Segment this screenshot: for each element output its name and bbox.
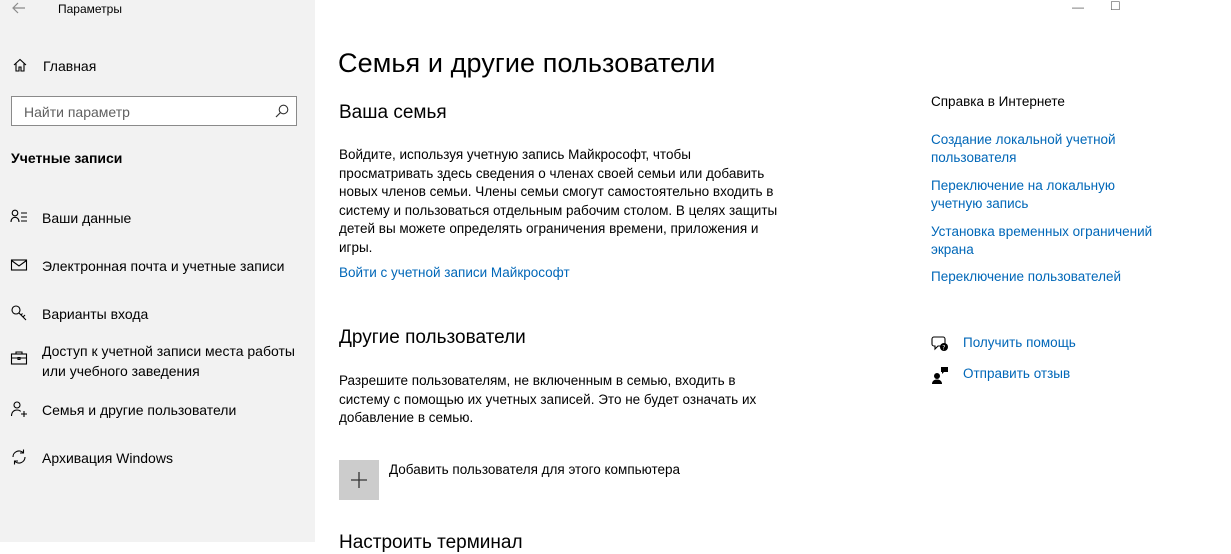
text-line: добавление в семью. (339, 410, 474, 425)
sidebar-item-family[interactable] (0, 398, 315, 438)
minimize-button[interactable]: — (1072, 0, 1084, 14)
add-user-button[interactable] (339, 460, 759, 500)
sync-icon (10, 448, 28, 466)
help-title: Справка в Интернете (931, 94, 1065, 109)
section-title: Учетные записи (11, 150, 123, 166)
link-line: Переключение пользователей (931, 269, 1122, 284)
key-icon (10, 304, 28, 322)
maximize-button[interactable]: ☐ (1110, 0, 1121, 13)
sidebar-item-sign-in-options[interactable] (0, 302, 315, 342)
text-line: новых членов семьи. Члены семьи смогут самостоятельно входить в (339, 184, 774, 199)
plus-tile[interactable] (339, 460, 379, 500)
sidebar-item-home[interactable] (0, 52, 315, 80)
sign-in-microsoft-link[interactable]: Войти с учетной записи Майкрософт (339, 265, 570, 280)
text-line: игры. (339, 239, 373, 255)
family-heading: Ваша семья (339, 102, 447, 123)
help-link-switch-users[interactable] (931, 268, 1231, 286)
text-line: просматривать здесь сведения о членах своей семьи или добавить (339, 165, 765, 181)
link-line: экрана (931, 242, 974, 257)
sidebar-item-label: Главная (43, 58, 97, 74)
page-title: Семья и другие пользователи (338, 48, 716, 78)
sidebar (0, 0, 315, 542)
other-users-description (339, 372, 794, 428)
sidebar-item-your-info[interactable] (0, 206, 315, 246)
text-line: Разрешите пользователям, не включенным в семью, входить в (339, 373, 736, 388)
sidebar-item-label: Варианты входа (42, 306, 149, 322)
svg-text:?: ? (942, 344, 946, 352)
home-icon (12, 57, 28, 73)
sidebar-item-label: Ваши данные (42, 210, 132, 226)
get-help-link[interactable] (931, 333, 1125, 355)
other-users-heading: Другие пользователи (339, 327, 526, 348)
sidebar-item-label: Архивация Windows (42, 450, 173, 466)
add-user-label: Добавить пользователя для этого компьютера (389, 462, 681, 477)
text-line: Войдите, используя учетную запись Майкрософт, чтобы (339, 147, 691, 162)
sidebar-item-work-access[interactable] (0, 341, 315, 385)
person-list-icon (10, 208, 28, 226)
help-link-switch-local[interactable] (931, 177, 1231, 213)
text-line: систему с помощью их учетных записей. Это не будет означать их (339, 391, 757, 407)
help-chat-icon (931, 335, 949, 353)
help-link-screen-time[interactable] (931, 223, 1231, 259)
search-input[interactable] (22, 102, 266, 122)
briefcase-icon (10, 349, 28, 367)
get-help-label[interactable]: Получить помощь (963, 335, 1076, 350)
send-feedback-label[interactable]: Отправить отзыв (963, 366, 1071, 381)
help-link-local-account[interactable] (931, 131, 1231, 167)
app-title: Параметры (58, 2, 122, 16)
kiosk-heading: Настроить терминал (339, 532, 523, 553)
plus-icon (339, 460, 379, 500)
search-box[interactable] (11, 96, 297, 126)
link-line: учетную запись (931, 196, 1029, 211)
mail-icon (10, 256, 28, 274)
back-arrow-icon[interactable] (11, 0, 29, 18)
sidebar-item-email[interactable] (0, 254, 315, 294)
send-feedback-link[interactable] (931, 364, 1125, 386)
search-icon[interactable] (274, 103, 290, 119)
person-add-icon (10, 400, 28, 418)
text-line: систему и пользоваться отдельным рабочим столом. В целях защиты (339, 202, 778, 218)
help-panel (931, 0, 1153, 542)
sidebar-item-label: Электронная почта и учетные записи (42, 258, 285, 274)
link-line: Переключение на локальную (931, 178, 1115, 193)
sidebar-item-label: Семья и другие пользователи (42, 402, 237, 418)
link-line: пользователя (931, 150, 1017, 165)
link-line: Создание локальной учетной (931, 132, 1116, 147)
text-line: детей вы можете определять ограничения времени, приложения и (339, 221, 759, 236)
sidebar-item-label: Доступ к учетной записи места работы или учебного заведения (42, 343, 295, 379)
link-line: Установка временных ограничений (931, 224, 1153, 239)
family-description (339, 146, 794, 257)
feedback-icon (931, 366, 949, 384)
sidebar-item-backup[interactable] (0, 446, 315, 486)
